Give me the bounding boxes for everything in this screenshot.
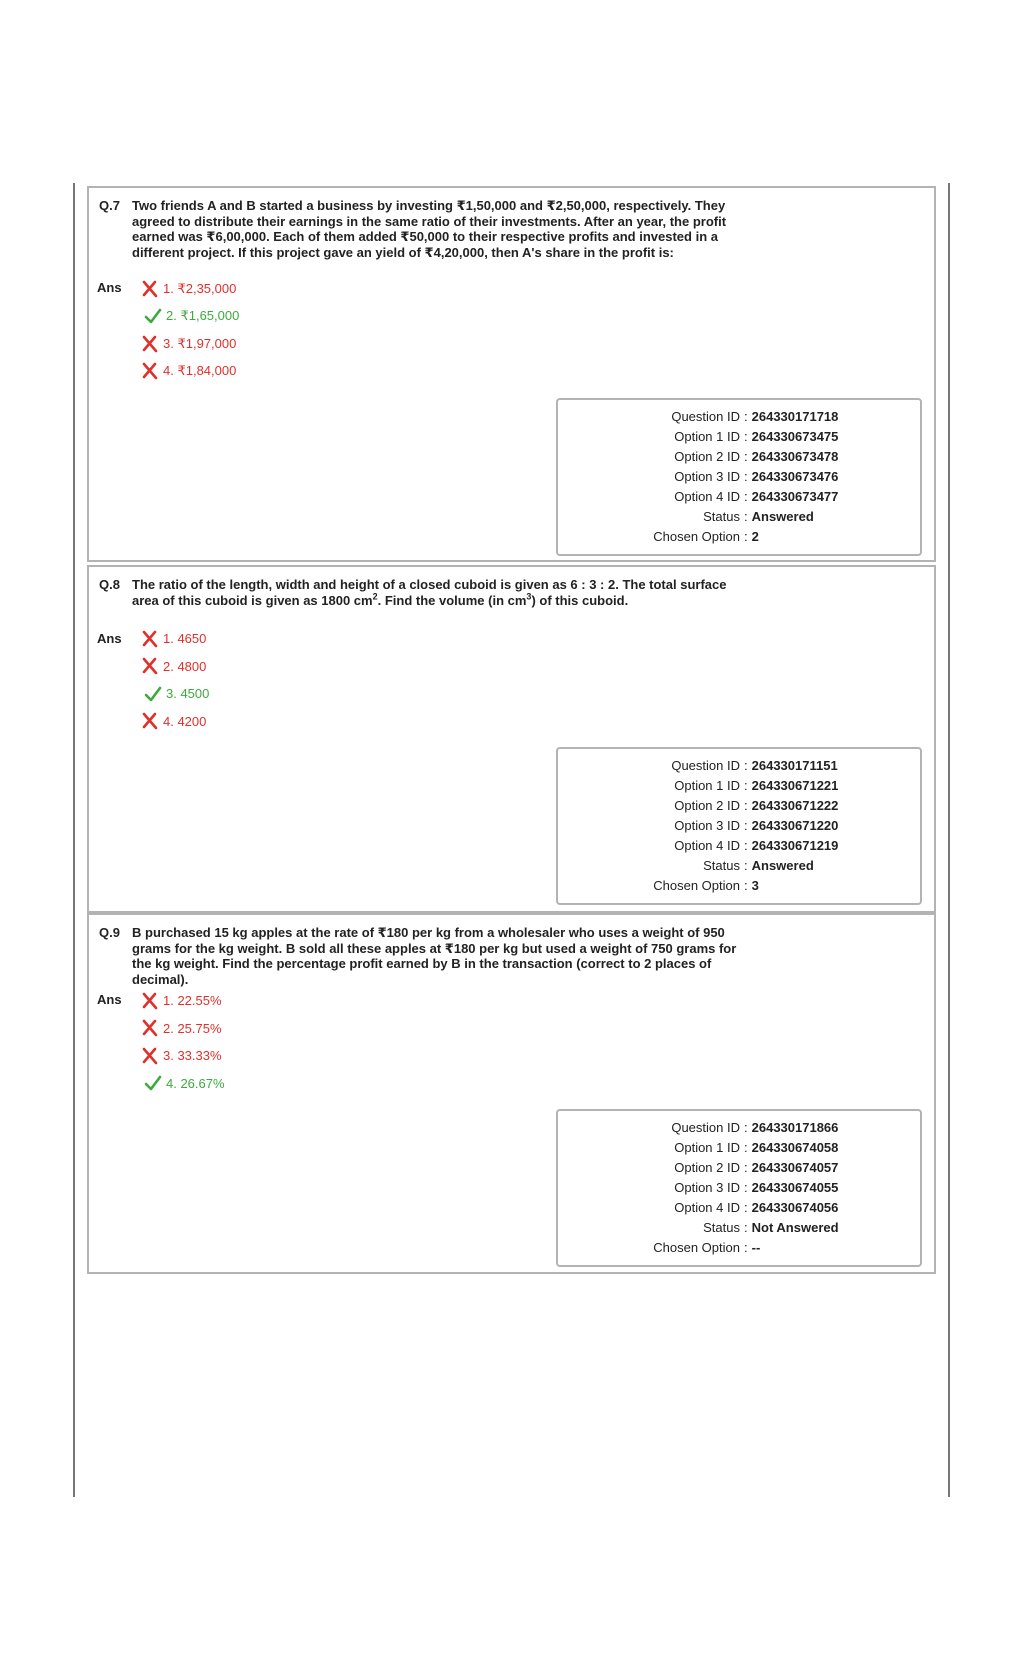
info-chosen-option: Chosen Option : 2 — [653, 528, 759, 544]
correct-check-icon — [144, 685, 162, 703]
info-option-2-id: Option 2 ID : 264330673478 — [674, 448, 839, 464]
info-option-1-id: Option 1 ID : 264330674058 — [674, 1139, 839, 1155]
option-3 — [141, 330, 239, 358]
info-chosen-option: Chosen Option : -- — [653, 1239, 761, 1255]
info-status: Status : Answered — [703, 857, 814, 873]
info-option-3-id: Option 3 ID : 264330671220 — [674, 817, 839, 833]
question-text: B purchased 15 kg apples at the rate of ₹180 per kg from a wholesaler who uses a weight of 950 grams for the kg weight. B sold all these apples at ₹180 per kg but used a weight of 750 grams for the kg weight. Find the percentage profit earned by B in the transaction (correct to 2 places of decimal). — [132, 925, 737, 987]
wrong-cross-icon — [141, 1047, 159, 1065]
wrong-cross-icon — [141, 280, 159, 298]
wrong-cross-icon — [141, 657, 159, 675]
option-1 — [141, 625, 209, 653]
option-2 — [141, 653, 209, 681]
wrong-cross-icon — [141, 630, 159, 648]
info-question-id: Question ID : 264330171151 — [671, 757, 838, 773]
question-panel-q7 — [87, 186, 936, 562]
option-list — [141, 625, 209, 735]
option-1 — [141, 275, 239, 303]
option-text: 1. ₹2,35,000 — [163, 280, 237, 296]
info-option-4-id: Option 4 ID : 264330674056 — [674, 1199, 839, 1215]
wrong-cross-icon — [141, 1019, 159, 1037]
option-3 — [141, 680, 209, 708]
option-text: 4. 4200 — [163, 713, 207, 729]
answer-label: Ans — [97, 280, 122, 295]
option-text: 2. 4800 — [163, 658, 207, 674]
info-option-3-id: Option 3 ID : 264330674055 — [674, 1179, 839, 1195]
page-right-rule — [948, 183, 950, 1497]
info-status: Status : Not Answered — [703, 1219, 839, 1235]
info-status: Status : Answered — [703, 508, 814, 524]
wrong-cross-icon — [141, 362, 159, 380]
option-text: 2. ₹1,65,000 — [166, 308, 240, 324]
option-4 — [141, 358, 239, 386]
question-text: Two friends A and B started a business by investing ₹1,50,000 and ₹2,50,000, respectively. They agreed to distribute their earnings in the same ratio of their investments. After an year, the profit earned was ₹6,00,000. Each of them added ₹50,000 to their respective profits and invested in a different project. If this project gave an yield of ₹4,20,000, then A's share in the profit is: — [132, 198, 727, 260]
question-text: The ratio of the length, width and height of a closed cuboid is given as 6 : 3 : 2. The total surface area of this cuboid is given as 1800 $cm^2$. Find the volume (in $cm^3$) of this cuboid. — [132, 577, 727, 608]
wrong-cross-icon — [141, 712, 159, 730]
option-list — [141, 275, 239, 385]
question-row — [99, 198, 739, 260]
question-panel-q8 — [87, 565, 936, 913]
info-option-4-id: Option 4 ID : 264330671219 — [674, 837, 839, 853]
info-option-1-id: Option 1 ID : 264330671221 — [674, 777, 839, 793]
option-4 — [141, 708, 209, 736]
option-text: 4. ₹1,84,000 — [163, 363, 237, 379]
option-2 — [141, 1015, 225, 1043]
question-row — [99, 577, 739, 608]
option-text: 1. 22.55% — [163, 993, 222, 1009]
question-info-box — [556, 747, 922, 905]
option-4 — [141, 1070, 225, 1098]
question-number: Q.7 — [99, 198, 120, 213]
wrong-cross-icon — [141, 992, 159, 1010]
correct-check-icon — [144, 1074, 162, 1092]
option-text: 2. 25.75% — [163, 1020, 222, 1036]
option-1 — [141, 987, 225, 1015]
option-2 — [141, 303, 239, 331]
question-number: Q.8 — [99, 577, 120, 592]
question-info-box — [556, 1109, 922, 1267]
option-text: 3. 33.33% — [163, 1048, 222, 1064]
correct-check-icon — [144, 307, 162, 325]
option-text: 1. 4650 — [163, 631, 207, 647]
answer-label: Ans — [97, 992, 122, 1007]
option-list — [141, 987, 225, 1097]
page-left-rule — [73, 183, 75, 1497]
info-option-4-id: Option 4 ID : 264330673477 — [674, 488, 839, 504]
info-question-id: Question ID : 264330171866 — [671, 1119, 839, 1135]
question-info-box — [556, 398, 922, 556]
option-text: 3. 4500 — [166, 686, 210, 702]
question-row — [99, 925, 739, 987]
info-option-2-id: Option 2 ID : 264330674057 — [674, 1159, 839, 1175]
info-chosen-option: Chosen Option : 3 — [653, 877, 759, 893]
option-3 — [141, 1042, 225, 1070]
option-text: 4. 26.67% — [166, 1075, 225, 1091]
info-question-id: Question ID : 264330171718 — [671, 408, 839, 424]
question-panel-q9 — [87, 913, 936, 1274]
info-option-2-id: Option 2 ID : 264330671222 — [674, 797, 839, 813]
question-number: Q.9 — [99, 925, 120, 940]
info-option-1-id: Option 1 ID : 264330673475 — [674, 428, 839, 444]
option-text: 3. ₹1,97,000 — [163, 335, 237, 351]
wrong-cross-icon — [141, 335, 159, 353]
answer-label: Ans — [97, 631, 122, 646]
info-option-3-id: Option 3 ID : 264330673476 — [674, 468, 839, 484]
